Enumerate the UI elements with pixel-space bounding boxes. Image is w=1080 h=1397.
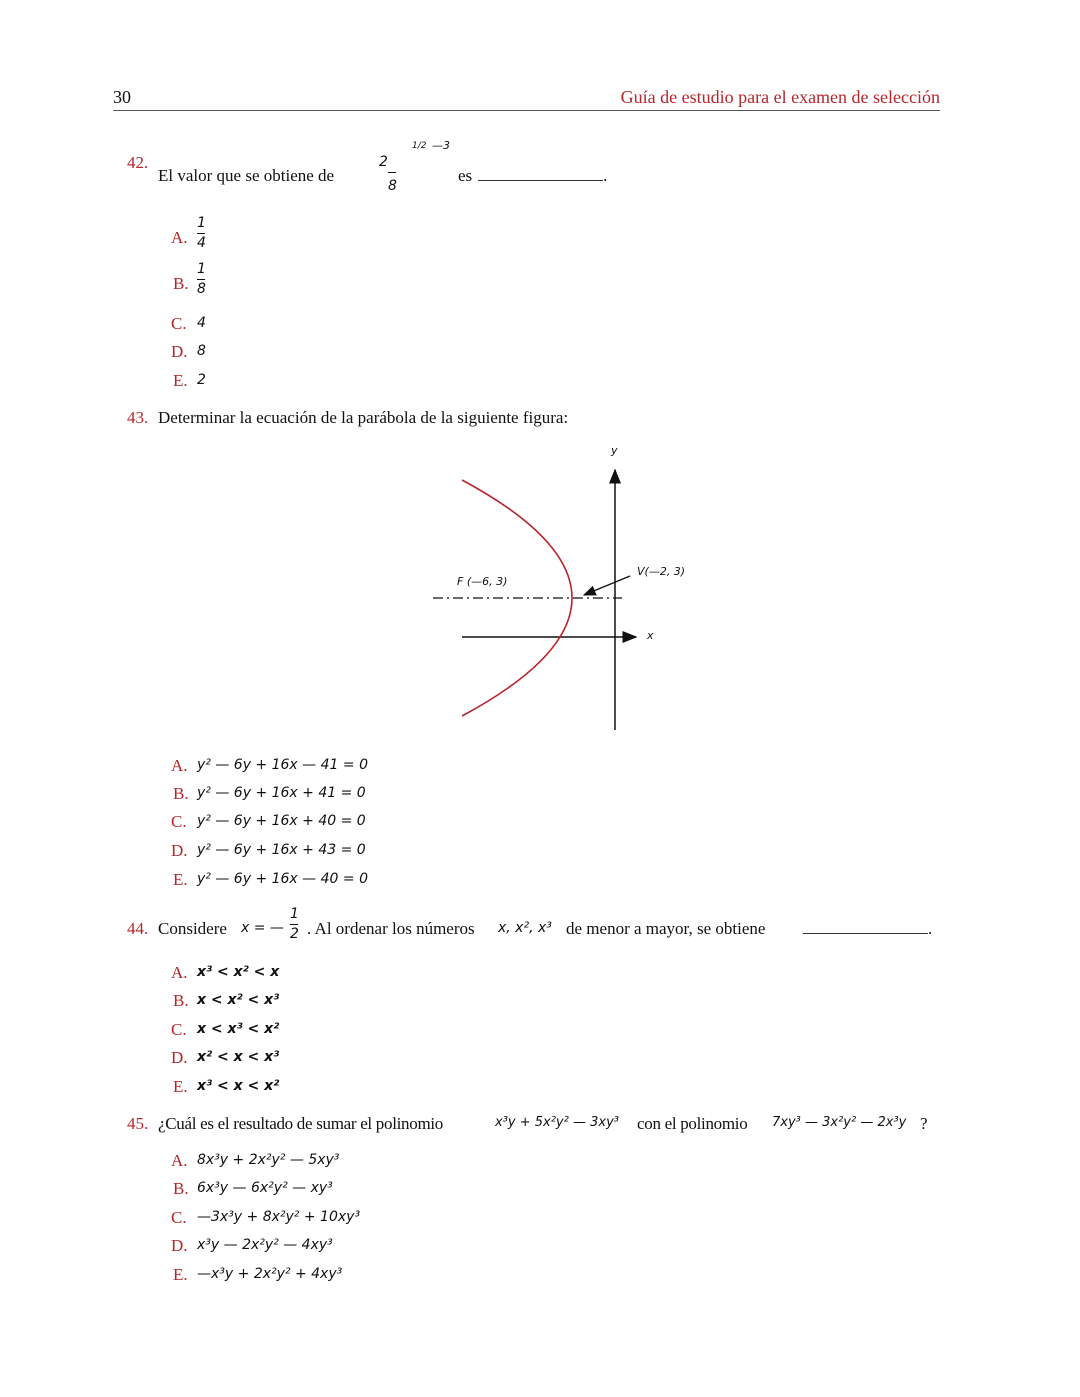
denominator: 8 <box>197 281 206 297</box>
x-axis-label: x <box>647 629 654 642</box>
option-letter[interactable]: C. <box>171 1208 187 1227</box>
option-value[interactable]: x³ < x² < x <box>197 964 280 980</box>
numerator: 1 <box>197 261 206 277</box>
question-number: 42. <box>127 153 149 172</box>
option-value[interactable]: y² — 6y + 16x — 40 = 0 <box>197 871 368 887</box>
question-number: 43. <box>127 408 149 427</box>
option-value[interactable]: y² — 6y + 16x + 40 = 0 <box>197 813 366 829</box>
option-letter[interactable]: A. <box>171 1151 188 1170</box>
option-value[interactable]: y² — 6y + 16x + 41 = 0 <box>197 785 366 801</box>
expression-numerator: 2 <box>379 154 388 170</box>
end-punct: ? <box>920 1114 928 1133</box>
question-number: 44. <box>127 919 149 938</box>
answer-line <box>797 919 932 939</box>
option-value[interactable]: 2 <box>197 372 206 388</box>
option-value[interactable]: y² — 6y + 16x + 43 = 0 <box>197 842 366 858</box>
question-text: ¿Cuál es el resultado de sumar el polinomio <box>158 1114 443 1133</box>
end-punct: . <box>928 919 933 938</box>
option-letter[interactable]: D. <box>171 342 188 361</box>
suffix-text: es <box>458 166 473 185</box>
option-value[interactable]: 8 <box>197 343 206 359</box>
question-text-2: . Al ordenar los números <box>307 919 475 938</box>
option-value[interactable]: 6x³y — 6x²y² — xy³ <box>197 1180 333 1196</box>
option-letter[interactable]: C. <box>171 1020 187 1039</box>
numerator: 1 <box>197 215 206 231</box>
denominator: 4 <box>197 235 206 251</box>
variable-expression: x = — <box>241 920 284 936</box>
option-value[interactable]: y² — 6y + 16x — 41 = 0 <box>197 757 368 773</box>
option-value[interactable]: x³ < x < x² <box>197 1078 280 1094</box>
fraction-bar <box>290 924 298 925</box>
option-value[interactable]: x² < x < x³ <box>197 1049 280 1065</box>
question-text-2: con el polinomio <box>637 1114 748 1133</box>
option-letter[interactable]: B. <box>173 1179 189 1198</box>
option-value[interactable]: —3x³y + 8x²y² + 10xy³ <box>197 1209 361 1225</box>
option-letter[interactable]: B. <box>173 991 189 1010</box>
option-value[interactable]: —x³y + 2x²y² + 4xy³ <box>197 1266 343 1282</box>
option-letter[interactable]: E. <box>173 371 188 390</box>
question-text: El valor que se obtiene de <box>158 166 335 185</box>
option-letter[interactable]: B. <box>173 274 189 293</box>
y-axis-label: y <box>611 444 618 457</box>
option-letter[interactable]: A. <box>171 228 188 247</box>
denominator: 2 <box>290 926 299 942</box>
option-value[interactable]: 4 <box>197 315 206 331</box>
option-letter[interactable]: E. <box>173 1077 188 1096</box>
running-title: Guía de estudio para el examen de selección <box>620 87 940 107</box>
question-text: Considere <box>158 919 227 938</box>
option-letter[interactable]: D. <box>171 841 188 860</box>
question-number: 45. <box>127 1114 149 1133</box>
polynomial-1: x³y + 5x²y² — 3xy³ <box>495 1115 619 1130</box>
answer-blank <box>803 933 928 934</box>
option-value[interactable]: x < x³ < x² <box>197 1021 280 1037</box>
question-text-3: de menor a mayor, se obtiene <box>566 919 766 938</box>
expression-inner-exponent: 1/2 <box>412 141 427 151</box>
option-letter[interactable]: E. <box>173 870 188 889</box>
fraction <box>290 907 299 942</box>
option-letter[interactable]: A. <box>171 963 188 982</box>
expression-outer-exponent: —3 <box>432 139 450 152</box>
question-text: Determinar la ecuación de la parábola de la siguiente figura: <box>158 408 569 427</box>
option-value[interactable]: 8x³y + 2x²y² — 5xy³ <box>197 1152 340 1168</box>
option-letter[interactable]: C. <box>171 812 187 831</box>
vertex-arrow <box>584 576 630 595</box>
polynomial-2: 7xy³ — 3x²y² — 2x³y <box>772 1115 907 1130</box>
option-letter[interactable]: E. <box>173 1265 188 1284</box>
expression-denominator: 8 <box>388 178 397 194</box>
option-letter[interactable]: C. <box>171 314 187 333</box>
option-letter[interactable]: A. <box>171 756 188 775</box>
option-letter[interactable]: D. <box>171 1048 188 1067</box>
vertex-label: V(—2, 3) <box>637 565 686 578</box>
option-value[interactable]: x < x² < x³ <box>197 992 280 1008</box>
numerator: 1 <box>290 906 299 922</box>
variables: x, x², x³ <box>498 920 552 936</box>
page-number: 30 <box>113 87 131 107</box>
option-letter[interactable]: B. <box>173 784 189 803</box>
focus-label: F (—6, 3) <box>457 575 508 588</box>
option-letter[interactable]: D. <box>171 1236 188 1255</box>
end-punct: . <box>603 166 608 185</box>
option-value[interactable]: x³y — 2x²y² — 4xy³ <box>197 1237 333 1253</box>
